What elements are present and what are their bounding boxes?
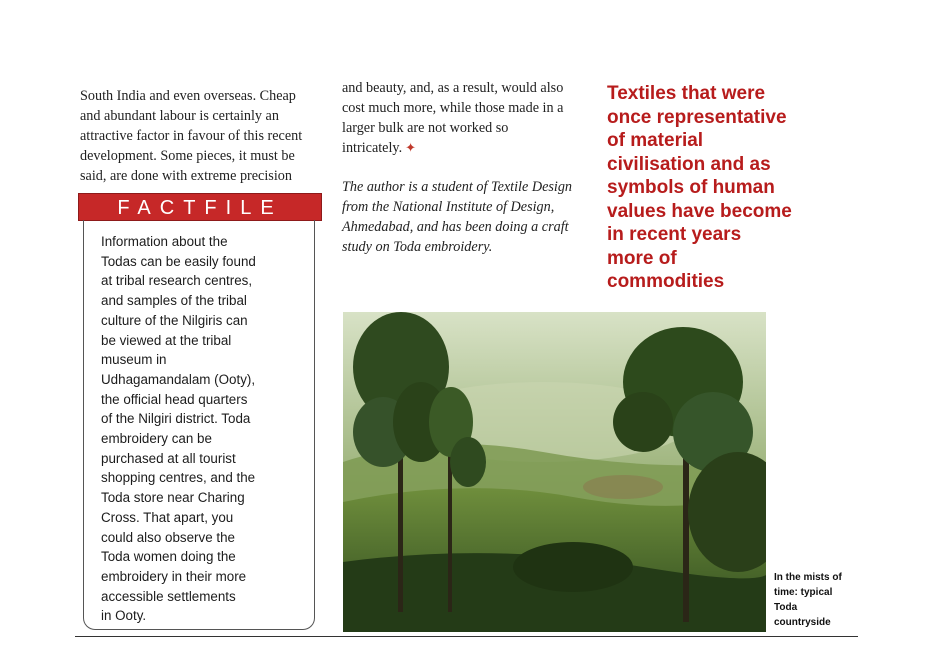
bottom-divider bbox=[75, 636, 858, 637]
misty-hills-illustration bbox=[343, 312, 766, 632]
author-note: The author is a student of Textile Design from the National Institute of Design, Ahmedabad, and has been doing a craft study on Toda embroidery. bbox=[342, 179, 573, 255]
factfile-banner: FACTFILE bbox=[78, 193, 322, 221]
article-column-2 bbox=[342, 78, 592, 158]
end-of-article-ornament-icon: ✦ bbox=[405, 140, 417, 155]
article-column-2-text: and beauty, and, as a result, would also cost much more, while those made in a larger bulk are not worked so intricately. bbox=[342, 80, 564, 156]
pull-quote: Textiles that were once representative of material civilisation and as symbols of human values have become in recent years more of commodities bbox=[607, 83, 792, 292]
photo-caption: In the mists of time: typical Toda countryside bbox=[774, 572, 842, 628]
countryside-photo bbox=[343, 312, 766, 632]
factfile-body: Information about the Todas can be easily found at tribal research centres, and samples of the tribal culture of the Nilgiris can be viewed at the tribal museum in Udhagamandalam (Ooty), the official head quarters of the Nilgiri district. Toda embroidery can be purchased at all tourist shopping centres, and the Toda store near Charing Cross. That apart, you could also observe the Toda women doing the embroidery in their more accessible settlements in Ooty. bbox=[101, 234, 256, 624]
article-column-1-text: South India and even overseas. Cheap and abundant labour is certainly an attractive factor in favour of this recent development. Some pieces, it must be said, are done with extreme precision bbox=[80, 88, 303, 184]
